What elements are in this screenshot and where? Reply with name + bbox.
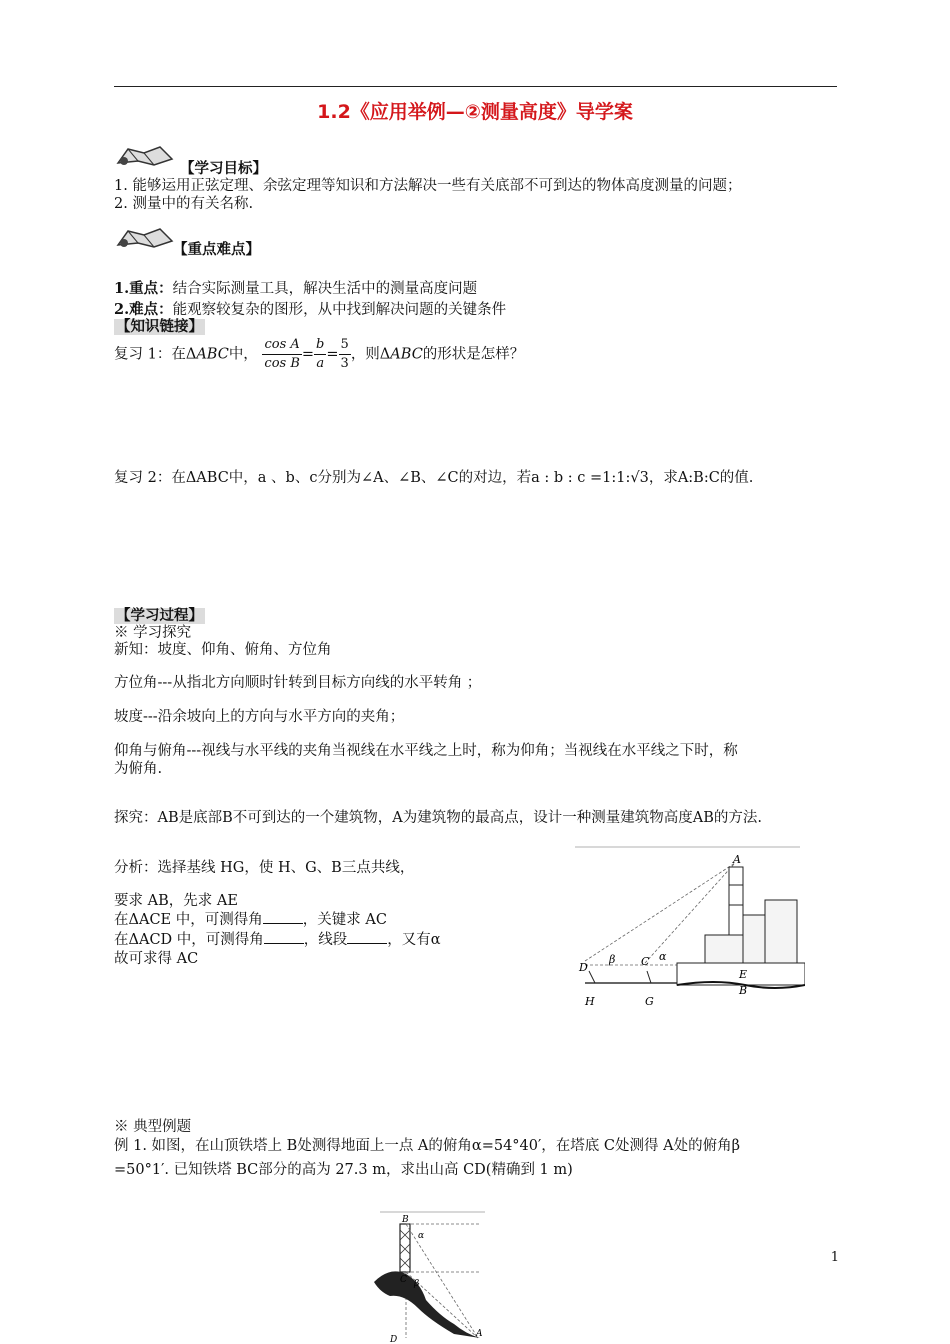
building-measurement-figure — [575, 845, 805, 1030]
hard-label: 2.难点： — [114, 301, 173, 318]
label-H: H — [585, 995, 595, 1008]
label-C: C — [400, 1275, 407, 1285]
analysis-4: 在ΔACD 中，可测得角 ，线段 ，又有α — [114, 932, 441, 948]
label-B: B — [402, 1215, 409, 1225]
objective-item-2: 2. 测量中的有关名称. — [114, 196, 254, 212]
label-E: E — [739, 968, 748, 981]
analysis-2: 要求 AB，先求 AE — [114, 893, 238, 909]
book-icon — [114, 143, 176, 169]
hard-text: 能观察较复杂的图形，从中找到解决问题的关键条件 — [172, 302, 507, 318]
knowledge-heading: 【知识链接】 — [116, 319, 203, 335]
examples-label: ※ 典型例题 — [114, 1119, 192, 1135]
label-B: B — [739, 984, 748, 997]
example-1-line-1: 例 1. 如图，在山顶铁塔上 B处测得地面上一点 A的俯角α=54°40′，在塔底 C处测得 A处的俯角β — [114, 1138, 740, 1154]
fraction-53: $\frac{5}{3}$ — [340, 337, 349, 371]
mountain-tower-figure — [370, 1210, 490, 1344]
objectives-heading: 【学习目标】 — [180, 161, 267, 177]
elevation-def-2: 为俯角. — [114, 761, 163, 777]
analysis-3: 在ΔACE 中，可测得角 ，关键求 AC — [114, 912, 387, 928]
label-A: A — [476, 1329, 483, 1339]
page-title: 1.2《应用举例—②测量高度》导学案 — [317, 101, 633, 123]
azimuth-def: 方位角---从指北方向顺时针转到目标方向线的水平转角 ； — [114, 675, 482, 691]
analysis-5: 故可求得 AC — [114, 951, 199, 967]
page-number: 1 — [830, 1250, 839, 1265]
example-1-line-2: =50°1′. 已知铁塔 BC部分的高为 27.3 m，求出山高 CD(精确到 1 m) — [114, 1162, 573, 1178]
key-label: 1.重点： — [114, 280, 173, 297]
analysis-1: 分析：选择基线 HG，使 H、G、B三点共线， — [114, 860, 415, 876]
label-D: D — [579, 961, 588, 974]
review-2: 复习 2：在ΔABC中，a 、b、c分别为∠A、∠B、∠C的对边，若a : b : c =1:1:√3，求A:B:C的值. — [114, 470, 754, 486]
label-D: D — [390, 1335, 398, 1344]
explore-text: 探究：AB是底部B不可到达的一个建筑物，A为建筑物的最高点，设计一种测量建筑物高度AB的方法. — [114, 810, 762, 826]
label-beta: β — [609, 953, 616, 966]
answer-blank — [264, 931, 304, 944]
objective-item-1: 1. 能够运用正弦定理、余弦定理等知识和方法解决一些有关底部不可到达的物体高度测量的问题； — [114, 178, 742, 194]
header-rule — [114, 86, 837, 87]
label-alpha: α — [418, 1231, 425, 1241]
label-G: G — [645, 995, 654, 1008]
label-beta: β — [414, 1279, 420, 1289]
slope-def: 坡度---沿余坡向上的方向与水平方向的夹角； — [114, 709, 405, 725]
answer-blank — [263, 911, 303, 924]
answer-blank — [347, 931, 387, 944]
label-C: C — [641, 955, 650, 968]
process-heading: 【学习过程】 — [116, 608, 203, 624]
new-knowledge: 新知：坡度、仰角、俯角、方位角 — [114, 642, 332, 658]
key-points-heading: 【重点难点】 — [173, 242, 260, 258]
elevation-def-1: 仰角与俯角---视线与水平线的夹角当视线在水平线之上时，称为仰角；当视线在水平线之下时，称 — [114, 743, 738, 759]
key-text: 结合实际测量工具，解决生活中的测量高度问题 — [172, 281, 478, 297]
explore-label: ※ 学习探究 — [114, 625, 192, 641]
fraction-cos: $\frac{\text{cos A}}{\text{cos B}}$ — [264, 337, 300, 371]
review-1: 复习 1：在ΔABC中， $\frac{\text{cos A}}{\text{cos B}}$ = $\frac{b}{a}$ = $\frac{5}{3}$ ，则ΔABC的形状是怎样？ — [114, 337, 525, 371]
label-alpha: α — [659, 950, 667, 963]
book-icon — [114, 225, 176, 251]
key-point — [114, 277, 477, 298]
fraction-ba: $\frac{b}{a}$ — [316, 337, 325, 371]
label-A: A — [733, 853, 741, 866]
